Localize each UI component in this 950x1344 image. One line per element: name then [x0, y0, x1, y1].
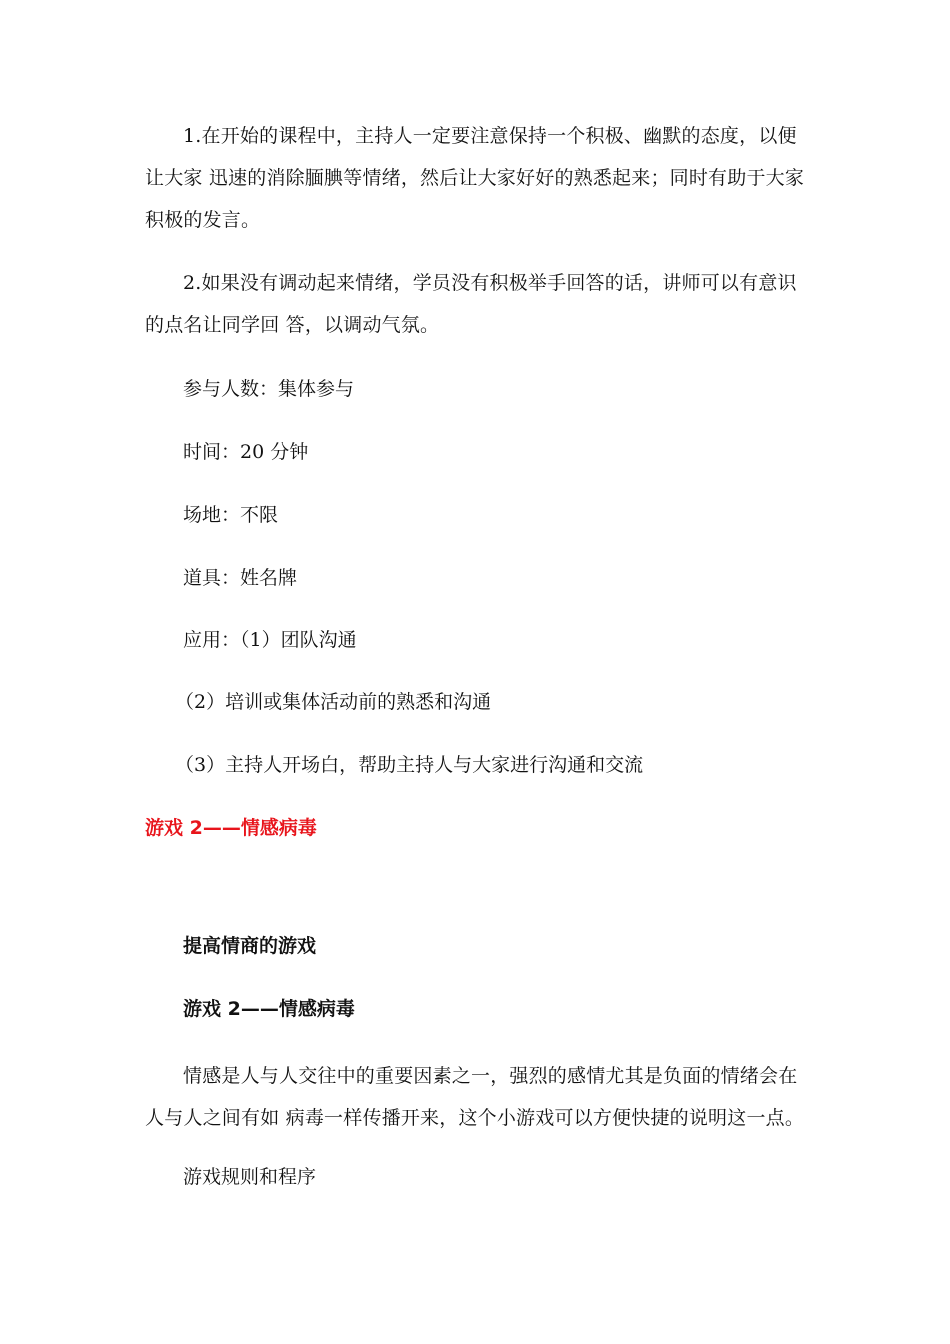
- info-application-2: （2）培训或集体活动前的熟悉和沟通: [175, 691, 492, 713]
- paragraph-host-attitude: 1.在开始的课程中，主持人一定要注意保持一个积极、幽默的态度，以便让大家 迅速的消除腼腆等情绪，然后让大家好好的熟悉起来；同时有助于大家积极的发言。: [145, 125, 805, 231]
- info-participants: 参与人数：集体参与: [183, 378, 355, 400]
- info-props: 道具：姓名牌: [183, 567, 298, 589]
- info-time: 时间：20 分钟: [183, 441, 309, 463]
- game-title: 游戏 2——情感病毒: [183, 998, 355, 1020]
- info-venue: 场地：不限: [183, 504, 279, 526]
- section-heading: 游戏 2——情感病毒: [145, 817, 317, 839]
- subtitle: 提高情商的游戏: [183, 935, 317, 957]
- info-application: 应用：（1）团队沟通: [183, 629, 357, 651]
- info-application-3: （3）主持人开场白，帮助主持人与大家进行沟通和交流: [175, 754, 644, 776]
- rules-heading: 游戏规则和程序: [183, 1166, 317, 1188]
- paragraph-intro: 情感是人与人交往中的重要因素之一，强烈的感情尤其是负面的情绪会在人与人之间有如 病毒一样传播开来，这个小游戏可以方便快捷的说明这一点。: [145, 1065, 805, 1129]
- paragraph-mood-tip: 2.如果没有调动起来情绪，学员没有积极举手回答的话，讲师可以有意识的点名让同学回 答，以调动气氛。: [145, 272, 797, 336]
